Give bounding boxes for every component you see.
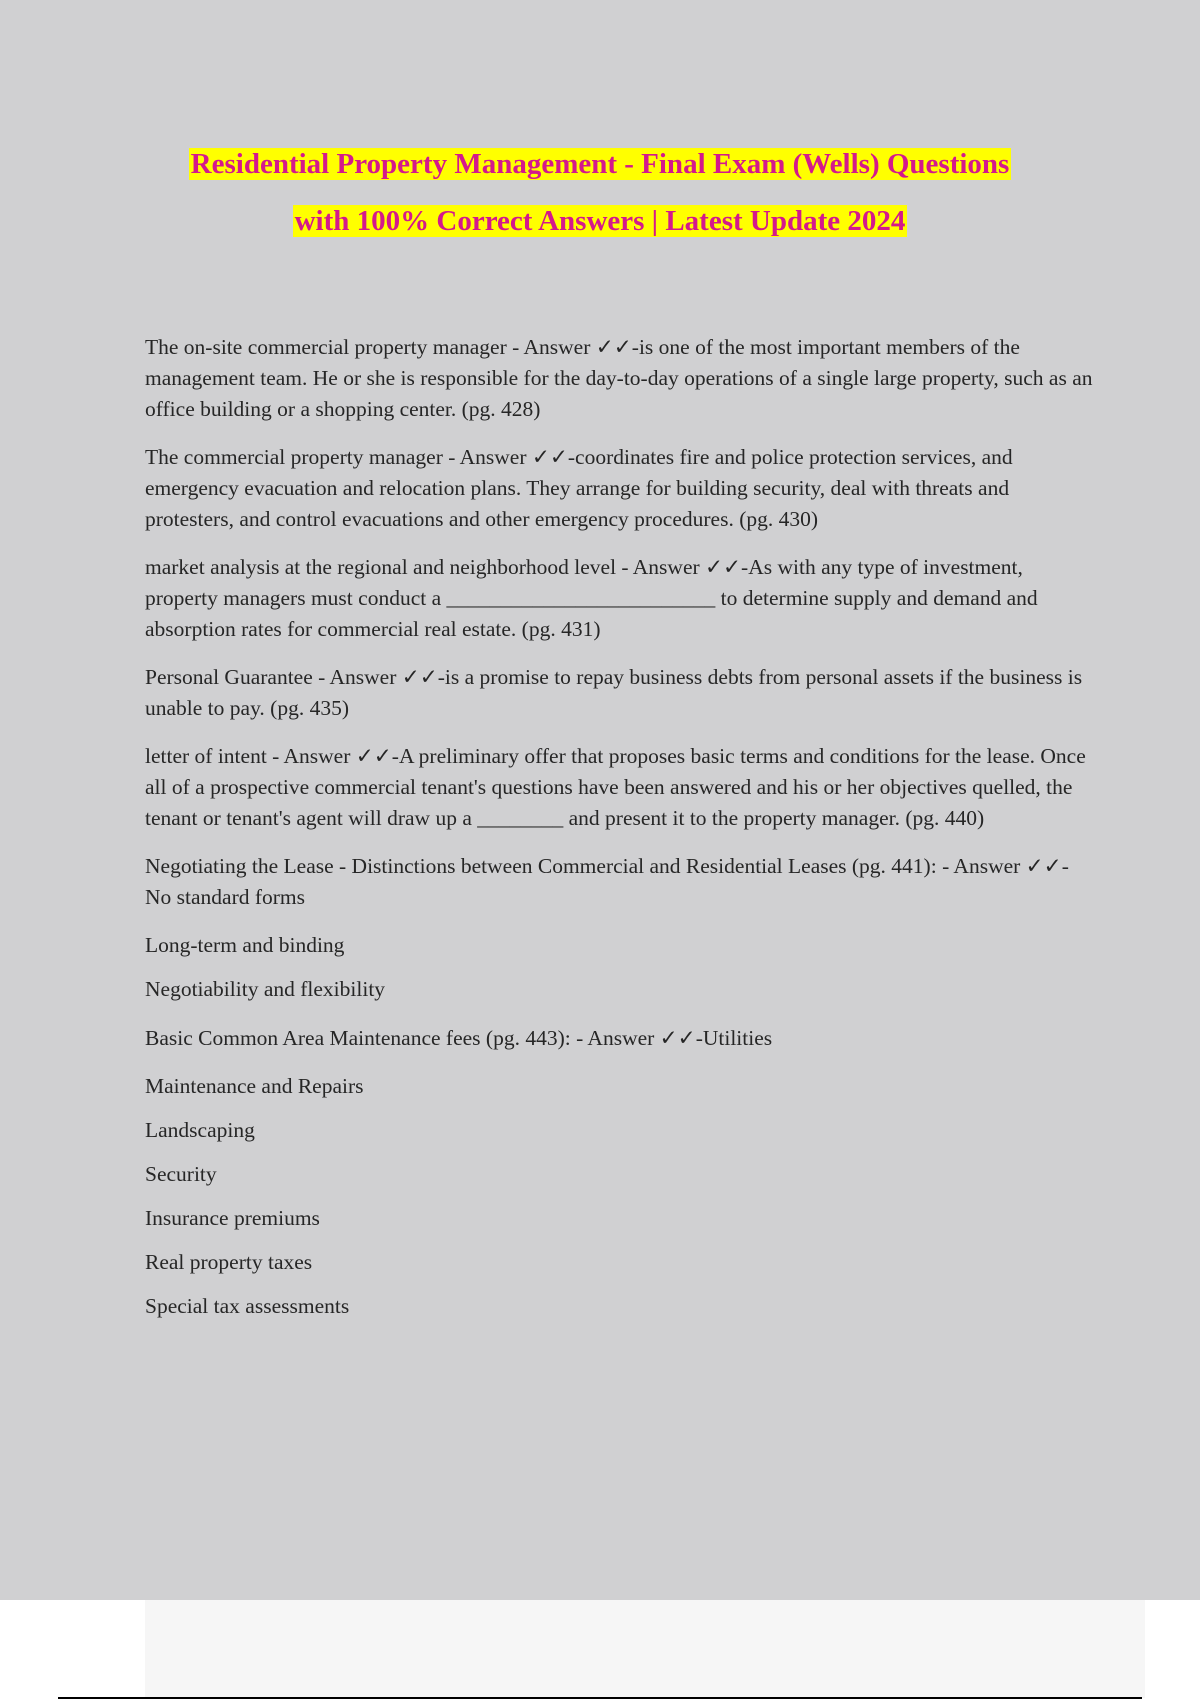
qa-term: The commercial property manager - <box>145 445 460 469</box>
answer-continuation-line: Negotiability and flexibility <box>145 977 386 1001</box>
qa-answer: is one of the most important members of the management team. He or she is responsible for the day-to-day operations of a single large property, such as an office building or a shopping center. (pg. 428) <box>145 335 1093 421</box>
title-line-1: Residential Property Management - Final Exam (Wells) Questions <box>190 148 1010 180</box>
qa-answer: A preliminary offer that proposes basic terms and conditions for the lease. Once all of a prospective commercial tenant's questions have been answered and his or her objectives quelled, the tenant or tenant's agent will draw up a ________ and present it to the property manager. (pg. 440) <box>145 744 1086 830</box>
qa-answer: Utilities <box>702 1026 773 1050</box>
footer-divider <box>58 1697 1142 1699</box>
qa-term: Negotiating the Lease - Distinctions between Commercial and Residential Leases (pg. 441): - <box>145 854 954 878</box>
qa-item <box>145 741 1095 834</box>
qa-item <box>145 1023 1095 1054</box>
footer-panel <box>145 1600 1145 1698</box>
qa-term: market analysis at the regional and neighborhood level - <box>145 555 633 579</box>
answer-continuation-line: Landscaping <box>145 1118 255 1142</box>
answer-continuation-line: Insurance premiums <box>145 1206 320 1230</box>
answer-marker: Answer ✓✓- <box>459 445 576 469</box>
answer-marker: Answer ✓✓- <box>632 555 749 579</box>
answer-continuation-line: Security <box>145 1162 217 1186</box>
answer-marker: Answer ✓✓- <box>523 335 639 359</box>
qa-item <box>145 552 1095 645</box>
qa-term: Personal Guarantee - <box>145 665 330 689</box>
qa-term: Basic Common Area Maintenance fees (pg. 443): - <box>145 1026 588 1050</box>
page-footer <box>0 1600 1200 1700</box>
qa-term: The on-site commercial property manager - <box>145 335 524 359</box>
qa-term: letter of intent - <box>145 744 284 768</box>
qa-item <box>145 442 1095 535</box>
qa-answer: As with any type of investment, property managers must conduct a _________________________ to determine supply and demand and absorption rates for commercial real estate. (pg. 431) <box>145 555 1038 641</box>
answer-continuation-line: Real property taxes <box>145 1250 313 1274</box>
qa-answer: No standard forms <box>145 885 306 909</box>
answer-marker: Answer ✓✓- <box>329 665 445 689</box>
answer-marker: Answer ✓✓- <box>283 744 399 768</box>
qa-answer: is a promise to repay business debts from personal assets if the business is unable to pay. (pg. 435) <box>145 665 1083 720</box>
qa-item <box>145 851 1095 913</box>
answer-continuation-line: Special tax assessments <box>145 1294 350 1318</box>
answer-continuation-line: Long-term and binding <box>145 933 345 957</box>
answer-marker: Answer ✓✓- <box>587 1026 703 1050</box>
document-title <box>0 136 1200 250</box>
answer-continuation-line: Maintenance and Repairs <box>145 1074 364 1098</box>
qa-list <box>145 332 1095 1335</box>
answer-marker: Answer ✓✓- <box>953 854 1069 878</box>
qa-answer: coordinates fire and police protection services, and emergency evacuation and relocation plans. They arrange for building security, deal with threats and protesters, and control evacuations and other emergency procedures. (pg. 430) <box>145 445 1013 531</box>
qa-item <box>145 662 1095 724</box>
qa-item <box>145 332 1095 425</box>
title-line-2: with 100% Correct Answers | Latest Update 2024 <box>294 205 906 237</box>
